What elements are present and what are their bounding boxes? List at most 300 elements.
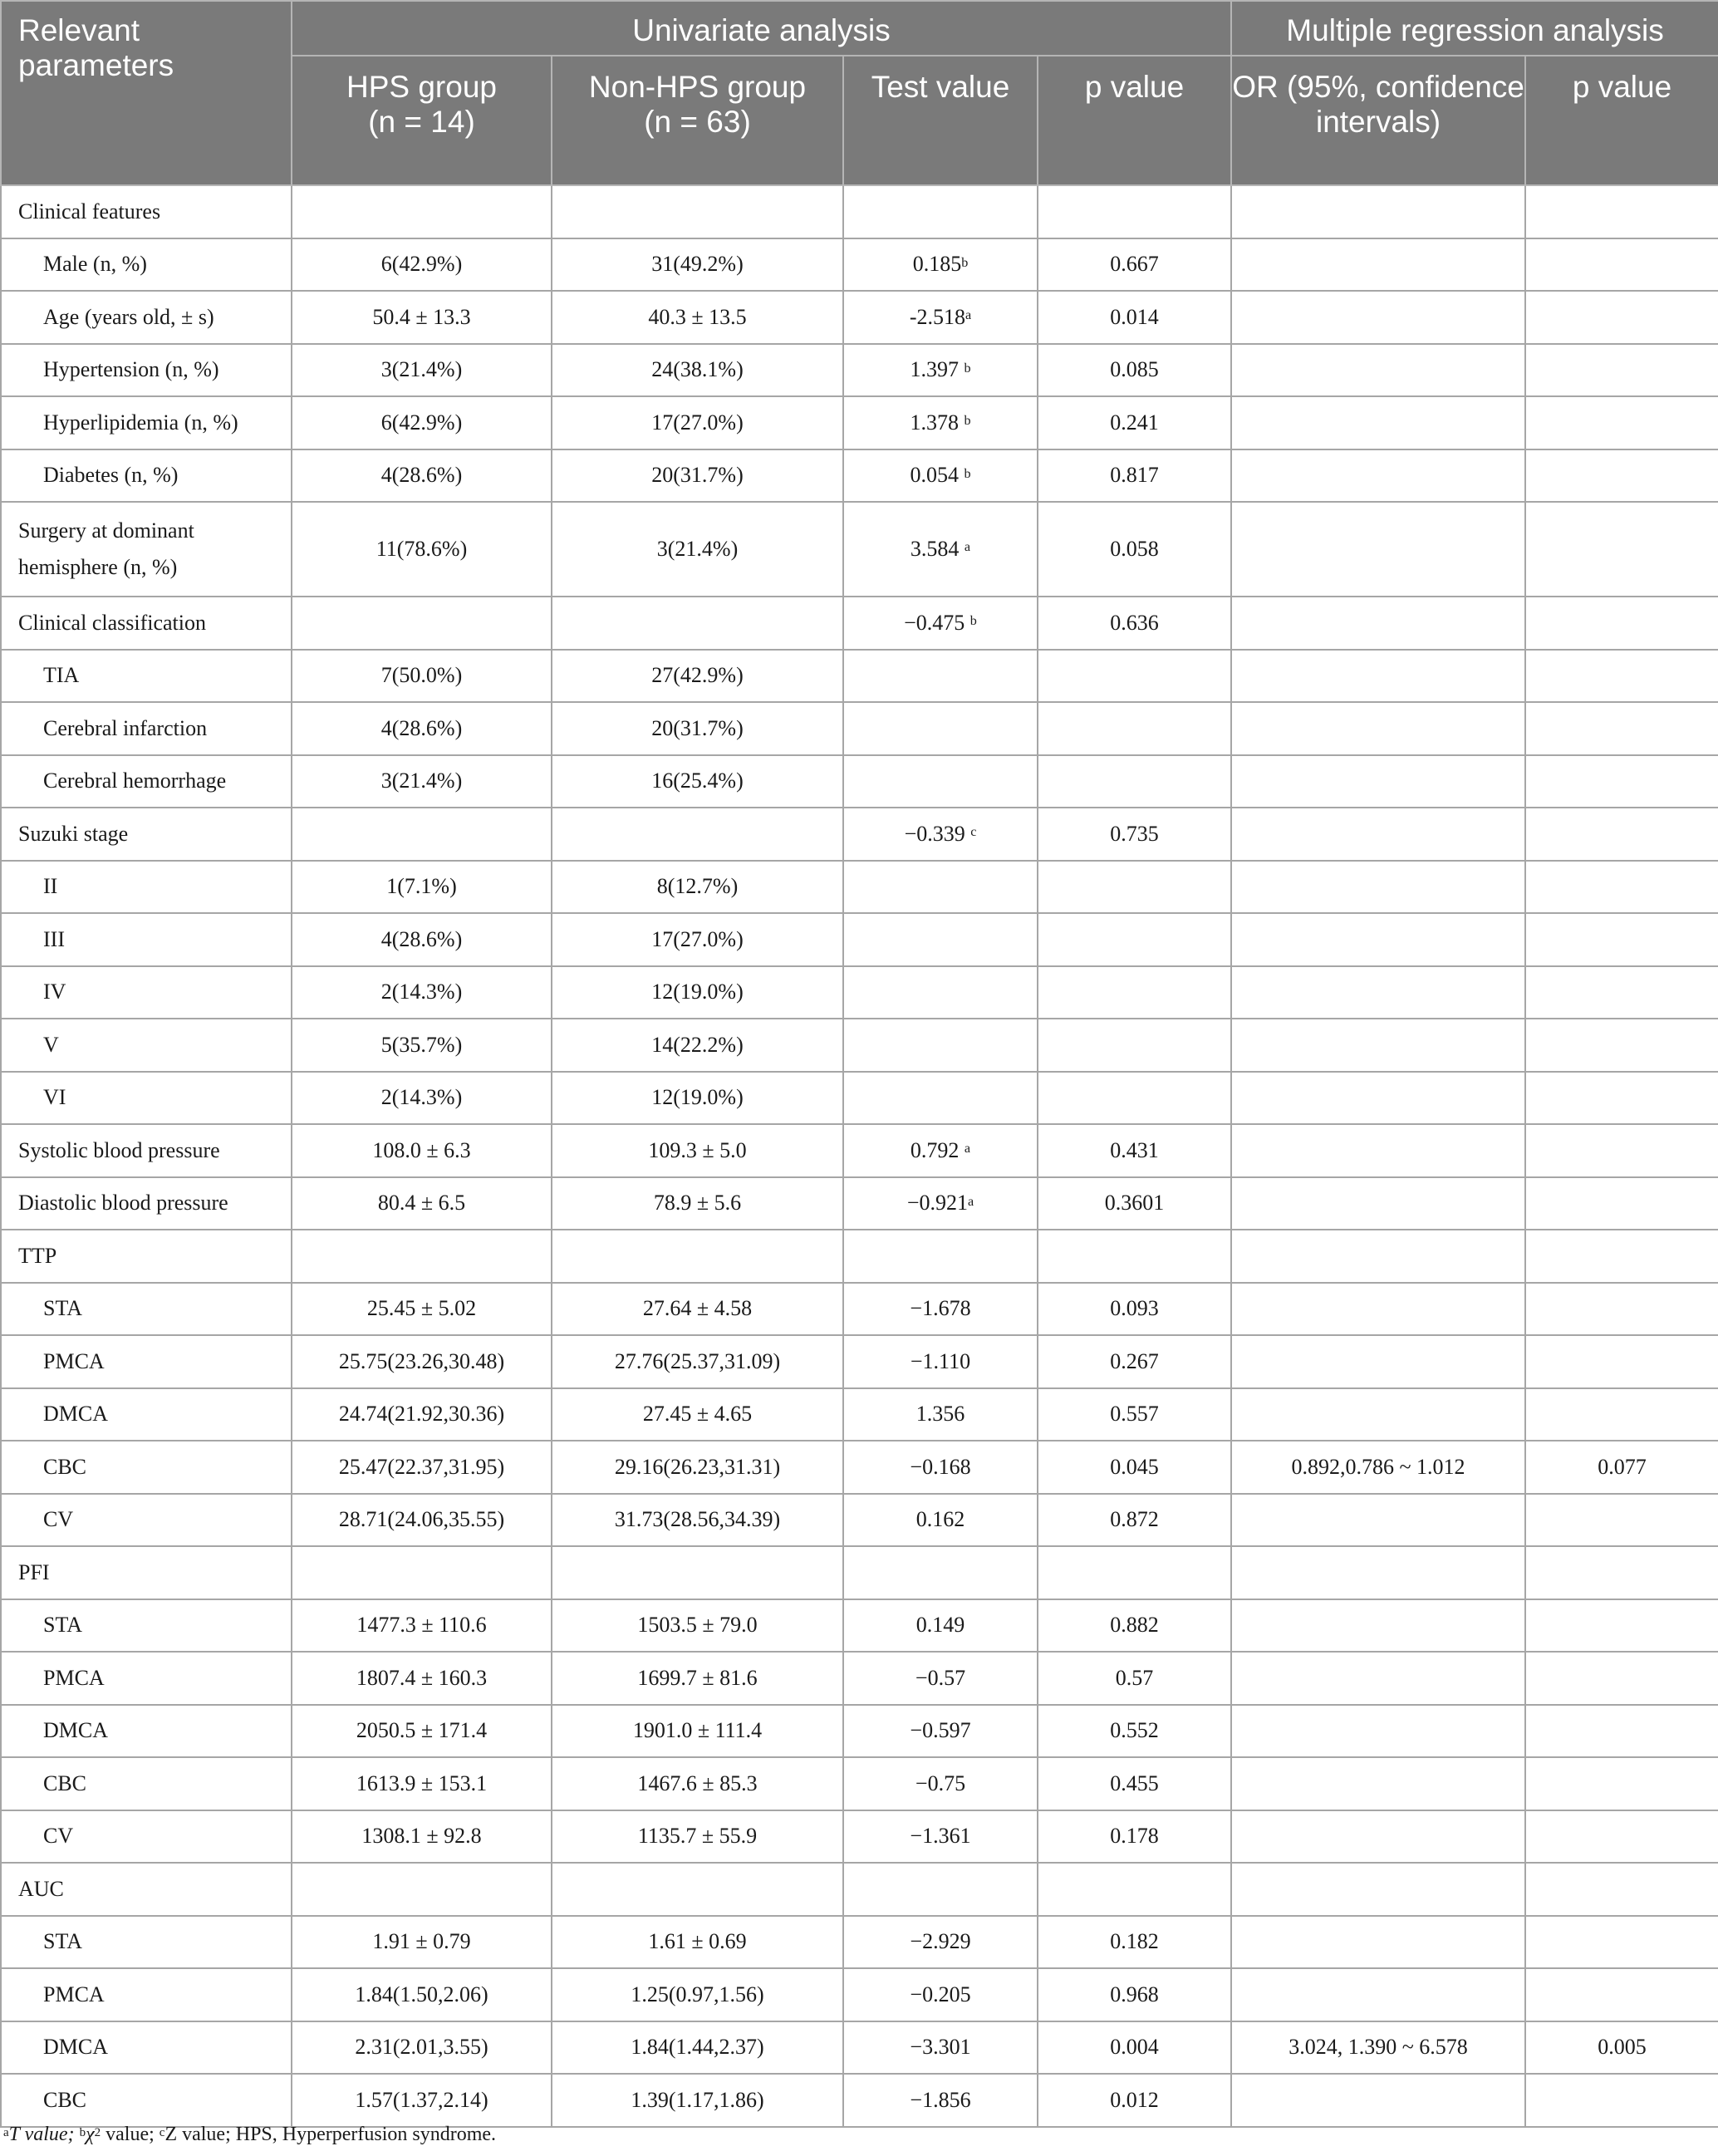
cell-hps: 80.4 ± 6.5 [292, 1177, 552, 1230]
cell-p-value-multiple [1525, 2074, 1718, 2127]
table-row [1, 1388, 1718, 1441]
row-label: Cerebral infarction [1, 702, 292, 755]
cell-p-value-multiple [1525, 1652, 1718, 1705]
cell-test-value [843, 396, 1038, 449]
cell-hps: 1477.3 ± 110.6 [292, 1599, 552, 1653]
table-row [1, 1916, 1718, 1969]
cell-or-ci [1231, 808, 1525, 861]
cell-hps: 4(28.6%) [292, 449, 552, 503]
table-row [1, 1230, 1718, 1283]
test-value-number: −3.301 [910, 2035, 971, 2060]
cell-hps: 25.47(22.37,31.95) [292, 1441, 552, 1494]
table-row [1, 1810, 1718, 1864]
test-value-number: −0.597 [910, 1718, 971, 1743]
footnote-b-rest: value; [101, 2124, 160, 2145]
cell-or-ci [1231, 702, 1525, 755]
test-value-number: 3.584 [910, 537, 965, 561]
test-value-number: −0.57 [915, 1665, 966, 1690]
cell-hps: 2050.5 ± 171.4 [292, 1705, 552, 1758]
cell-test-value [843, 1863, 1038, 1916]
row-label: Hypertension (n, %) [1, 344, 292, 397]
footnote-a-text: T value; [8, 2124, 80, 2145]
cell-non-hps: 27.76(25.37,31.09) [552, 1335, 843, 1388]
row-label: PMCA [1, 1652, 292, 1705]
cell-non-hps: 3(21.4%) [552, 502, 843, 597]
cell-or-ci [1231, 1652, 1525, 1705]
cell-p-value-multiple [1525, 1599, 1718, 1653]
row-label: PFI [1, 1546, 292, 1599]
cell-test-value [843, 1652, 1038, 1705]
cell-hps [292, 1546, 552, 1599]
cell-p-value-multiple [1525, 1863, 1718, 1916]
cell-hps: 1807.4 ± 160.3 [292, 1652, 552, 1705]
cell-or-ci [1231, 1968, 1525, 2021]
cell-or-ci [1231, 2074, 1525, 2127]
cell-test-value [843, 449, 1038, 503]
row-label: Suzuki stage [1, 808, 292, 861]
cell-test-value [843, 861, 1038, 914]
row-label: STA [1, 1283, 292, 1336]
cell-non-hps: 12(19.0%) [552, 1072, 843, 1125]
cell-non-hps: 109.3 ± 5.0 [552, 1124, 843, 1177]
cell-p-value: 0.241 [1038, 396, 1231, 449]
header-hps-n: (n = 14) [368, 105, 475, 139]
cell-p-value-multiple [1525, 1546, 1718, 1599]
test-value-footnote-mark: b [961, 255, 969, 270]
cell-or-ci [1231, 755, 1525, 808]
test-value-number: 0.162 [915, 1507, 965, 1532]
row-label: STA [1, 1599, 292, 1653]
cell-hps: 1.84(1.50,2.06) [292, 1968, 552, 2021]
table-header [1, 1, 1718, 185]
header-hps-group [292, 56, 552, 185]
row-label: AUC [1, 1863, 292, 1916]
test-value-number: −1.856 [910, 2087, 971, 2112]
cell-p-value: 0.012 [1038, 2074, 1231, 2127]
cell-test-value [843, 1916, 1038, 1969]
test-value-number: −0.75 [915, 1770, 966, 1795]
cell-hps [292, 185, 552, 238]
cell-p-value: 0.004 [1038, 2021, 1231, 2075]
cell-or-ci [1231, 1599, 1525, 1653]
row-label: Surgery at dominant hemisphere (n, %) [1, 502, 292, 597]
cell-test-value [843, 344, 1038, 397]
test-value-number: −0.475 [904, 610, 970, 635]
cell-non-hps: 1901.0 ± 111.4 [552, 1705, 843, 1758]
cell-p-value: 0.085 [1038, 344, 1231, 397]
cell-p-value: 0.557 [1038, 1388, 1231, 1441]
cell-non-hps [552, 185, 843, 238]
table-row [1, 291, 1718, 344]
cell-test-value [843, 2074, 1038, 2127]
cell-p-value-multiple [1525, 344, 1718, 397]
row-label: Clinical classification [1, 597, 292, 650]
cell-p-value-multiple [1525, 449, 1718, 503]
test-value-number: −0.205 [910, 1982, 971, 2006]
cell-non-hps: 1503.5 ± 79.0 [552, 1599, 843, 1653]
cell-test-value [843, 755, 1038, 808]
cell-hps: 3(21.4%) [292, 755, 552, 808]
row-label: Diastolic blood pressure [1, 1177, 292, 1230]
test-value-number: −1.110 [910, 1348, 971, 1373]
header-p-value-multiple: p value [1525, 56, 1718, 185]
cell-p-value: 0.093 [1038, 1283, 1231, 1336]
cell-or-ci [1231, 238, 1525, 292]
cell-p-value-multiple [1525, 1757, 1718, 1810]
table-row [1, 1177, 1718, 1230]
test-value-footnote-mark: b [969, 614, 977, 629]
cell-p-value-multiple [1525, 1968, 1718, 2021]
cell-p-value-multiple [1525, 702, 1718, 755]
cell-p-value-multiple [1525, 1388, 1718, 1441]
test-value-number: 1.356 [915, 1402, 965, 1427]
cell-non-hps: 20(31.7%) [552, 702, 843, 755]
cell-non-hps: 27.64 ± 4.58 [552, 1283, 843, 1336]
cell-p-value: 0.182 [1038, 1916, 1231, 1969]
cell-or-ci [1231, 1494, 1525, 1547]
cell-hps: 1(7.1%) [292, 861, 552, 914]
cell-test-value [843, 1335, 1038, 1388]
row-label: Diabetes (n, %) [1, 449, 292, 503]
cell-test-value [843, 1810, 1038, 1864]
test-value-number: −0.921 [906, 1191, 968, 1216]
cell-or-ci [1231, 502, 1525, 597]
cell-test-value [843, 1177, 1038, 1230]
cell-non-hps [552, 1863, 843, 1916]
cell-p-value [1038, 913, 1231, 966]
cell-p-value [1038, 702, 1231, 755]
test-value-footnote-mark: c [970, 825, 977, 840]
cell-p-value: 0.014 [1038, 291, 1231, 344]
cell-p-value [1038, 1230, 1231, 1283]
cell-or-ci [1231, 1810, 1525, 1864]
table-row [1, 755, 1718, 808]
cell-non-hps: 1.25(0.97,1.56) [552, 1968, 843, 2021]
cell-p-value: 0.636 [1038, 597, 1231, 650]
cell-hps [292, 1230, 552, 1283]
row-label: TTP [1, 1230, 292, 1283]
cell-test-value [843, 1546, 1038, 1599]
cell-hps: 50.4 ± 13.3 [292, 291, 552, 344]
cell-p-value-multiple [1525, 396, 1718, 449]
cell-p-value-multiple [1525, 1124, 1718, 1177]
cell-hps: 6(42.9%) [292, 396, 552, 449]
table-row [1, 702, 1718, 755]
row-label: Systolic blood pressure [1, 1124, 292, 1177]
test-value-footnote-mark: b [964, 361, 971, 376]
cell-or-ci [1231, 1863, 1525, 1916]
table-row [1, 344, 1718, 397]
cell-p-value-multiple [1525, 1335, 1718, 1388]
cell-or-ci [1231, 396, 1525, 449]
cell-or-ci [1231, 1388, 1525, 1441]
cell-test-value [843, 502, 1038, 597]
footnote-sup-c: c [159, 2125, 165, 2139]
cell-p-value [1038, 755, 1231, 808]
cell-non-hps: 27.45 ± 4.65 [552, 1388, 843, 1441]
row-label: Hyperlipidemia (n, %) [1, 396, 292, 449]
row-label: TIA [1, 650, 292, 703]
cell-non-hps: 78.9 ± 5.6 [552, 1177, 843, 1230]
cell-or-ci [1231, 861, 1525, 914]
test-value-footnote-mark: b [964, 466, 971, 481]
table-row [1, 650, 1718, 703]
row-label: CV [1, 1810, 292, 1864]
cell-or-ci: 0.892,0.786 ~ 1.012 [1231, 1441, 1525, 1494]
cell-non-hps [552, 1546, 843, 1599]
cell-non-hps: 16(25.4%) [552, 755, 843, 808]
row-label: IV [1, 966, 292, 1019]
table-row [1, 861, 1718, 914]
cell-or-ci [1231, 1072, 1525, 1125]
row-label: Cerebral hemorrhage [1, 755, 292, 808]
cell-non-hps: 1.84(1.44,2.37) [552, 2021, 843, 2075]
footnote-c-text: Z value; HPS, Hyperperfusion syndrome. [164, 2124, 497, 2145]
cell-p-value: 0.045 [1038, 1441, 1231, 1494]
cell-p-value-multiple: 0.005 [1525, 2021, 1718, 2075]
header-non-hps-label: Non-HPS group [588, 70, 807, 104]
cell-p-value [1038, 966, 1231, 1019]
table-row [1, 1968, 1718, 2021]
cell-hps: 24.74(21.92,30.36) [292, 1388, 552, 1441]
cell-or-ci [1231, 1757, 1525, 1810]
cell-p-value: 0.57 [1038, 1652, 1231, 1705]
test-value-number: 0.792 [910, 1137, 965, 1162]
cell-non-hps [552, 1230, 843, 1283]
cell-non-hps: 40.3 ± 13.5 [552, 291, 843, 344]
cell-p-value: 0.968 [1038, 1968, 1231, 2021]
cell-p-value: 0.817 [1038, 449, 1231, 503]
cell-hps: 2.31(2.01,3.55) [292, 2021, 552, 2075]
cell-hps: 1308.1 ± 92.8 [292, 1810, 552, 1864]
cell-hps [292, 597, 552, 650]
cell-p-value [1038, 1072, 1231, 1125]
test-value-number: −2.929 [910, 1929, 971, 1954]
cell-hps: 4(28.6%) [292, 702, 552, 755]
cell-non-hps: 27(42.9%) [552, 650, 843, 703]
cell-p-value-multiple [1525, 650, 1718, 703]
cell-test-value [843, 2021, 1038, 2075]
cell-non-hps: 17(27.0%) [552, 396, 843, 449]
cell-test-value [843, 1283, 1038, 1336]
cell-p-value [1038, 861, 1231, 914]
cell-test-value [843, 238, 1038, 292]
cell-p-value [1038, 650, 1231, 703]
cell-hps: 3(21.4%) [292, 344, 552, 397]
table-row [1, 1335, 1718, 1388]
cell-test-value [843, 1441, 1038, 1494]
row-label: Male (n, %) [1, 238, 292, 292]
cell-or-ci [1231, 597, 1525, 650]
cell-p-value: 0.667 [1038, 238, 1231, 292]
cell-p-value-multiple [1525, 1810, 1718, 1864]
table-row [1, 449, 1718, 503]
table-row [1, 808, 1718, 861]
table-row [1, 597, 1718, 650]
cell-or-ci: 3.024, 1.390 ~ 6.578 [1231, 2021, 1525, 2075]
row-label: PMCA [1, 1335, 292, 1388]
cell-non-hps: 24(38.1%) [552, 344, 843, 397]
cell-test-value [843, 1494, 1038, 1547]
cell-p-value-multiple [1525, 185, 1718, 238]
cell-non-hps: 8(12.7%) [552, 861, 843, 914]
cell-non-hps: 1135.7 ± 55.9 [552, 1810, 843, 1864]
cell-test-value [843, 966, 1038, 1019]
cell-hps: 1613.9 ± 153.1 [292, 1757, 552, 1810]
cell-non-hps [552, 597, 843, 650]
cell-p-value-multiple [1525, 755, 1718, 808]
cell-non-hps: 17(27.0%) [552, 913, 843, 966]
cell-test-value [843, 1019, 1038, 1072]
footnote-sup-a: a [3, 2125, 9, 2139]
cell-non-hps: 20(31.7%) [552, 449, 843, 503]
cell-non-hps: 1467.6 ± 85.3 [552, 1757, 843, 1810]
cell-p-value: 0.3601 [1038, 1177, 1231, 1230]
cell-or-ci [1231, 913, 1525, 966]
header-relevant-parameters: Relevant parameters [1, 1, 292, 185]
cell-or-ci [1231, 966, 1525, 1019]
cell-non-hps: 1.61 ± 0.69 [552, 1916, 843, 1969]
footnote-sup-b: b [79, 2125, 86, 2139]
row-label: II [1, 861, 292, 914]
table-row [1, 1757, 1718, 1810]
header-non-hps-n: (n = 63) [644, 105, 751, 139]
cell-p-value: 0.455 [1038, 1757, 1231, 1810]
table-row [1, 966, 1718, 1019]
row-label: CV [1, 1494, 292, 1547]
test-value-number: −0.168 [910, 1454, 971, 1479]
cell-p-value-multiple [1525, 291, 1718, 344]
cell-hps: 6(42.9%) [292, 238, 552, 292]
cell-p-value-multiple [1525, 1072, 1718, 1125]
header-p-value: p value [1038, 56, 1231, 185]
cell-hps: 1.91 ± 0.79 [292, 1916, 552, 1969]
cell-p-value-multiple [1525, 1230, 1718, 1283]
cell-or-ci [1231, 1335, 1525, 1388]
cell-p-value [1038, 1019, 1231, 1072]
table-row [1, 2074, 1718, 2127]
cell-p-value-multiple [1525, 1494, 1718, 1547]
test-value-number: 0.149 [915, 1613, 965, 1638]
cell-hps [292, 1863, 552, 1916]
cell-test-value [843, 1388, 1038, 1441]
header-univariate-analysis: Univariate analysis [292, 1, 1231, 56]
cell-test-value [843, 291, 1038, 344]
cell-p-value: 0.872 [1038, 1494, 1231, 1547]
header-multiple-regression: Multiple regression analysis [1231, 1, 1718, 56]
header-or-ci: OR (95%, confidence intervals) [1231, 56, 1525, 185]
cell-p-value: 0.552 [1038, 1705, 1231, 1758]
header-hps-label: HPS group [346, 70, 497, 104]
cell-non-hps: 14(22.2%) [552, 1019, 843, 1072]
cell-test-value [843, 1968, 1038, 2021]
cell-non-hps: 29.16(26.23,31.31) [552, 1441, 843, 1494]
table-row [1, 1546, 1718, 1599]
cell-test-value [843, 597, 1038, 650]
cell-test-value [843, 1757, 1038, 1810]
cell-test-value [843, 1230, 1038, 1283]
cell-p-value-multiple [1525, 966, 1718, 1019]
table-row [1, 1124, 1718, 1177]
cell-non-hps: 31.73(28.56,34.39) [552, 1494, 843, 1547]
table-row [1, 1494, 1718, 1547]
table-row [1, 1283, 1718, 1336]
table-row [1, 396, 1718, 449]
cell-p-value-multiple [1525, 1916, 1718, 1969]
cell-p-value-multiple [1525, 913, 1718, 966]
cell-p-value: 0.178 [1038, 1810, 1231, 1864]
cell-p-value-multiple [1525, 238, 1718, 292]
cell-or-ci [1231, 1019, 1525, 1072]
row-label: Clinical features [1, 185, 292, 238]
cell-p-value-multiple [1525, 502, 1718, 597]
cell-test-value [843, 185, 1038, 238]
test-value-number: 0.054 [910, 463, 965, 488]
table-row [1, 2021, 1718, 2075]
cell-or-ci [1231, 1546, 1525, 1599]
cell-p-value-multiple: 0.077 [1525, 1441, 1718, 1494]
row-label: DMCA [1, 1388, 292, 1441]
table-row [1, 1705, 1718, 1758]
test-value-footnote-mark: a [968, 1194, 974, 1209]
cell-p-value: 0.267 [1038, 1335, 1231, 1388]
cell-hps: 108.0 ± 6.3 [292, 1124, 552, 1177]
table-row [1, 238, 1718, 292]
cell-or-ci [1231, 344, 1525, 397]
cell-p-value: 0.882 [1038, 1599, 1231, 1653]
cell-or-ci [1231, 1916, 1525, 1969]
row-label: CBC [1, 1757, 292, 1810]
test-value-number: 1.397 [910, 357, 965, 382]
cell-or-ci [1231, 1177, 1525, 1230]
cell-p-value-multiple [1525, 808, 1718, 861]
test-value-number: -2.518 [909, 304, 965, 329]
test-value-number: −1.361 [910, 1824, 971, 1849]
cell-hps: 28.71(24.06,35.55) [292, 1494, 552, 1547]
row-label: Age (years old, ± s) [1, 291, 292, 344]
table-footnote [3, 2124, 496, 2146]
table-row [1, 185, 1718, 238]
cell-test-value [843, 1599, 1038, 1653]
footnote-b-exp: 2 [94, 2125, 101, 2139]
cell-hps: 25.45 ± 5.02 [292, 1283, 552, 1336]
cell-hps: 5(35.7%) [292, 1019, 552, 1072]
footnote-b-text: χ [86, 2124, 95, 2145]
cell-or-ci [1231, 185, 1525, 238]
table-body [1, 185, 1718, 2127]
cell-hps: 7(50.0%) [292, 650, 552, 703]
cell-or-ci [1231, 1705, 1525, 1758]
cell-p-value-multiple [1525, 861, 1718, 914]
table-row [1, 502, 1718, 597]
header-test-value: Test value [843, 56, 1038, 185]
test-value-number: −0.339 [904, 821, 971, 846]
row-label: V [1, 1019, 292, 1072]
cell-test-value [843, 1705, 1038, 1758]
cell-test-value [843, 808, 1038, 861]
cell-hps: 25.75(23.26,30.48) [292, 1335, 552, 1388]
row-label: CBC [1, 1441, 292, 1494]
row-label: DMCA [1, 1705, 292, 1758]
test-value-number: −1.678 [910, 1296, 971, 1321]
cell-p-value-multiple [1525, 1019, 1718, 1072]
cell-p-value: 0.431 [1038, 1124, 1231, 1177]
table-row [1, 1019, 1718, 1072]
cell-p-value [1038, 1546, 1231, 1599]
cell-hps: 2(14.3%) [292, 1072, 552, 1125]
cell-test-value [843, 650, 1038, 703]
row-label: DMCA [1, 2021, 292, 2075]
